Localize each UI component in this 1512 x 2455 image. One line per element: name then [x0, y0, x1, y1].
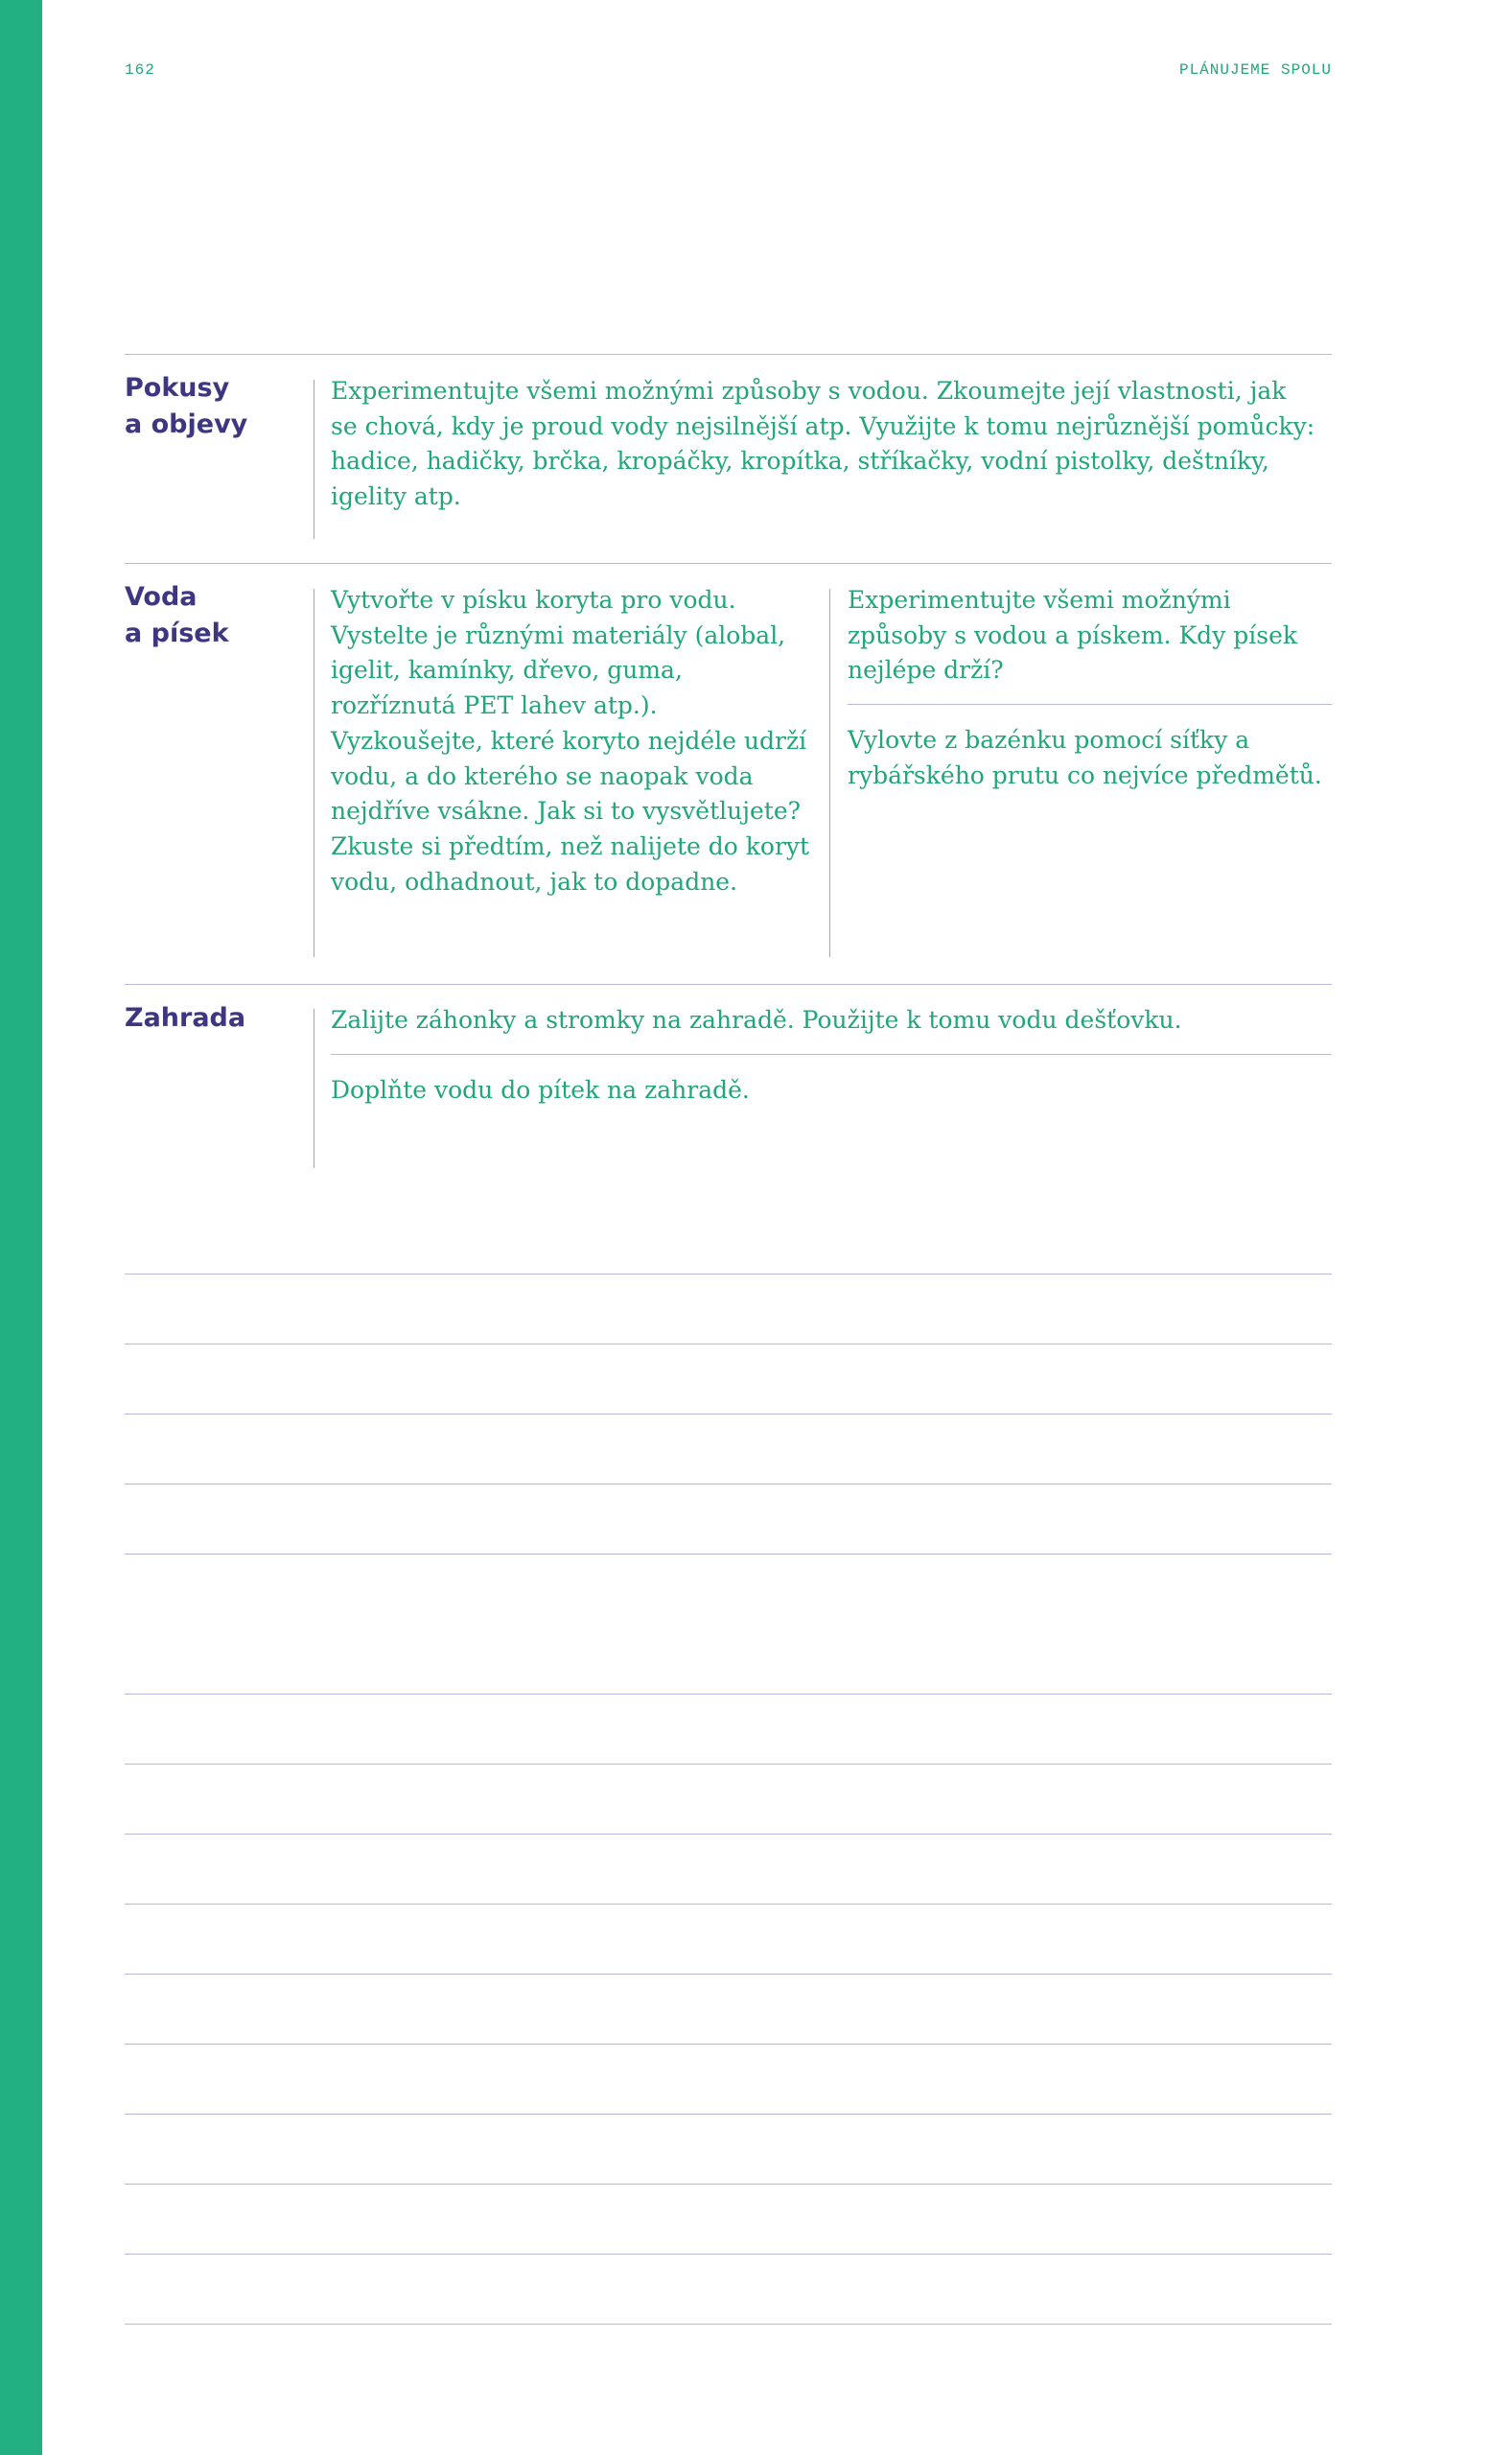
note-line — [125, 1764, 1332, 1765]
section-item-voda-pisek-1: Experimentujte všemi možnými způsoby s vodou a pískem. Kdy písek nejlépe drží? — [848, 586, 1298, 685]
section-title-pokusy: Pokusy a objevy — [125, 373, 248, 439]
note-line — [125, 1834, 1332, 1835]
note-line — [125, 2044, 1332, 2045]
page-number: 162 — [125, 61, 155, 79]
section-divider — [125, 984, 1332, 985]
section-item-zahrada-1: Zalijte záhonky a stromky na zahradě. Použijte k tomu vodu dešťovku. — [331, 1006, 1182, 1034]
section-divider — [125, 354, 1332, 355]
section-divider — [125, 563, 1332, 564]
section-text-pokusy: Experimentujte všemi možnými způsoby s vodou. Zkoumejte její vlastnosti, jak se chová, kdy je proud vody nejsilnější atp. Využijte k tomu nejrůznější pomůcky: hadice, hadičky, brčka, kropáčky, kropítka, stříkačky, vodní pistolky, deštníky, igelity atp. — [331, 377, 1315, 511]
running-head: PLÁNUJEME SPOLU — [1178, 61, 1332, 79]
section-title-voda-pisek: Voda a písek — [125, 582, 229, 648]
note-line — [125, 1484, 1332, 1485]
note-line — [125, 1694, 1332, 1695]
section-item-voda-pisek-2: Vylovte z bazénku pomocí síťky a rybářského prutu co nejvíce předmětů. — [848, 726, 1322, 789]
section-text-voda-pisek-left: Vytvořte v písku koryta pro vodu. Vystelte je různými materiály (alobal, igelit, kamínky, dřevo, guma, rozříznutá PET lahev atp.). Vyzkoušejte, které koryto nejdéle udrží vodu, a do kterého se naopak voda nejdříve vsákne. Jak si to vysvětlujete? Zkuste si předtím, než nalijete do koryt vodu, odhadnout, jak to dopadne. — [331, 586, 810, 896]
green-side-bar — [0, 0, 42, 2455]
item-divider — [331, 1054, 1332, 1055]
column-divider — [829, 589, 830, 957]
note-line — [125, 2324, 1332, 2325]
note-line — [125, 1974, 1332, 1975]
item-divider — [848, 704, 1332, 705]
note-line — [125, 2184, 1332, 2185]
section-title-zahrada: Zahrada — [125, 1003, 246, 1033]
note-line — [125, 1554, 1332, 1555]
section-item-zahrada-2: Doplňte vodu do pítek na zahradě. — [331, 1076, 750, 1104]
note-line — [125, 2114, 1332, 2115]
note-line — [125, 1414, 1332, 1415]
note-line — [125, 1904, 1332, 1905]
note-line — [125, 2254, 1332, 2255]
